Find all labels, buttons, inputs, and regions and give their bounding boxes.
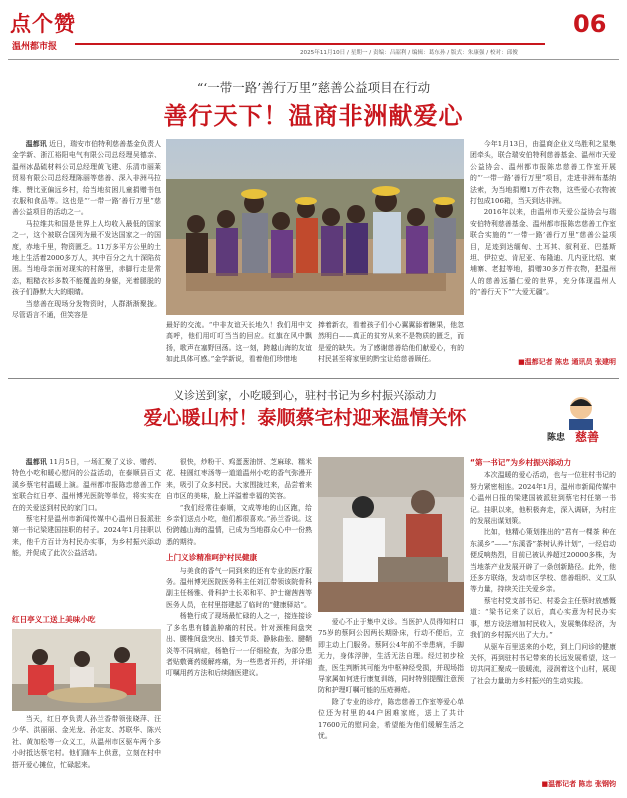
- article2-kicker: 义诊送到家，小吃暖到心，驻村书记为乡村振兴添动力: [173, 389, 437, 402]
- article1-headline: 善行天下！温商非洲献爱心: [163, 102, 464, 130]
- article1-col4: 今年1月13日，由温商企业义乌胜利之星集团牵头，联合瑞安伯特利慈善基金、温州市天爱公益协会、温州都市报陈忠慈善工作室开展的“‘一带一路’善行万里”项目，走进非洲布基纳法索，为当地捐赠1万件衣物，这些爱心衣物被打包成106箱，当天到达非洲。 2016年以来，由温州市天爱公益协会与瑞安伯特利慈善基金、温州都市报陈忠慈善工作室联合实施的“‘一带一路’善行万里”慈善公益项目，足迹到达缅甸、土耳其、叙利亚、巴基斯坦、伊拉克、肯尼亚、布隆迪、几内亚比绍、柬埔寨、老挝等地，捐赠30多万件衣物，把温州人的慈善远播仁爱的世界，充分体现温州人的“善行天下”“大爱无疆”。: [470, 140, 616, 297]
- article2-col1-bottom: 当天，红日亭负责人孙兰香带领张晓萍、汪少华、洪丽丽、金光龙、孙定友、苏联华、陈兴社、黄加松等一众义工，从温州市区驱车两个多小时抵达蔡宅村。他们随车上供意，立刻在村中搭开爱心摊位，忙碌起来。: [12, 715, 161, 769]
- article1-byline: ■温都记者 陈忠 通讯员 张建明: [518, 358, 616, 366]
- logo-label: 陈忠: [547, 433, 566, 443]
- article2-col3: 爱心不止于集中义诊。当医护人员得知村口75岁的蔡阿公因两长期卧床，行动不便后，立即主动上门服务。蔡阿公4年前不幸患病，手脚无力，身体浮肿，生活无法自理。经过初步检查，医生判断其可能为中枢神经受损，并现场指导家属如何进行康复训练，同时特别提醒注意预防和护理叮嘱可能的压疮褥疮。 除了专业的诊疗，陈忠慈善工作室等爱心单位还为村里的44户困难家庭，送上了共计17600元的慰问金，希望能为他们缓解生活之忧。: [318, 618, 464, 741]
- children-crowd-photo: [166, 139, 464, 315]
- dateline: 温都讯: [25, 140, 47, 148]
- article-divider: [8, 378, 619, 379]
- article2-col4: “第一书记”为乡村振兴添动力 本次温暖的爱心活动，也与一位驻村书记的努力紧密相连。2024年1月，温州市新闻传媒中心温州日报的梁建国被派驻到蔡宅村任第一书记。挂职以来，他积极奔走，深入调研，为村庄的发展出谋划策。 比如，他精心策划推出的“君有一棵茶 种在东溪乡”——“东溪香”茶树认养计划”，一经启动便反响热烈，目前已被认养超过20000多株，为当地茶产业发展开辟了一条创新路径。此外，他还多方联络，发动市区学校、慈善组织、义工队等力量，持续关注关爱乡亲。 蔡宅村党支部书记、村委会主任蔡时放感慨道：“梁书记来了以后，真心实意为村民办实事，想方设法增加村民收入，发展集体经济，为我们的乡村振兴出了大力。” 从驱车百里送来的小吃，到上门问诊的健康关怀，再到驻村书记带来的长远发展希望，这一切共同汇聚成一股暖流，浸润着这个山村，展现了社会力量助力乡村振兴的生动实践。: [470, 458, 616, 685]
- section-title: 点个赞: [10, 12, 76, 36]
- article1-kicker: “‘一带一路’善行万里”慈善公益项目在行动: [196, 80, 431, 95]
- doctor-examining-patient-illustration: [318, 457, 464, 612]
- charity-logo: [545, 394, 617, 444]
- article2-headline: 爱心暖山村！泰顺蔡宅村迎来温情关怀: [143, 407, 467, 429]
- logo-label-red: 慈善: [575, 430, 600, 444]
- article1-col2: 最好的交流。“中非友谊天长地久！我们用中文高呼，他们用叮叮当当的回应。红旗在风中飘扬，歌声在塞野回荡。这一刻，跨越山海的友谊如此具体可感。”金学新说，看着他们珍惜地: [166, 321, 312, 364]
- page-number: 06: [573, 10, 607, 38]
- meta-line: 2025年11月10日 / 星期一 / 责编：吕韶利 / 编辑：葛东孙 / 版式：朱康强 / 校对：邱俊: [300, 50, 518, 56]
- article2-col1-top: 温都讯 11月5日，一场汇聚了义诊、赠药、特色小吃和暖心慰问的公益活动，在泰顺县百丈溪乡蔡宅村温暖上演。温州都市报陈忠慈善工作室联合红日亭、温州博光医院等单位，将实实在在的关爱送到村民的家门口。 蔡宅村是温州市新闻传媒中心温州日报派驻第一书记梁建国挂职的村子。2024年1月挂职以来，他千方百计为村民办实事，为乡村振兴添动能，并促成了此次公益活动。: [12, 458, 161, 558]
- article1-col1: 温都讯 近日，瑞安市伯特利慈善基金负责人金学新、浙江裕阳电气有限公司总经理吴德亲、温州冰晶硫材料公司总经理黄飞建、乐清市丽莱贸易有限公司总经理陈丽等慈善、深入非洲马拉维、赞比亚偏远乡村，给当地贫困儿童捐赠书包衣服和食品等。这也是“‘一带一路’善行万里”慈善公益项目的活动之一。 马拉维共和国是世界上人均收入最低的国家之一，这个被联合国列为最不发达国家之一的国度，赤地千里，物资匮乏。11万多平方公里的土地上生活着2000多万人，其中百分之九十深陷贫困。当地母亲面对现实的村落里，赤脚行走是常态，粗糙衣衫多数不能覆盖的身躯，光着腿脱的孩子们静默大大的眼睛。 当慈善在现场分发物资时，人群渐渐聚拢。尽管语言不通，但笑容是: [12, 140, 161, 320]
- clinic-photo: [318, 457, 464, 612]
- article2-byline: ■温都记者 陈忠 张钢钧: [541, 780, 616, 788]
- paper-name: 温州都市报: [12, 42, 58, 52]
- subhead-first-secretary: “第一书记”为乡村振兴添动力: [470, 458, 572, 467]
- article1-col3: 捧着新衣，看着孩子们小心翼翼舔着糖果，他忽然明白——真正的贫穷从来不是物质的匮乏，而是爱的缺失。为了感谢慈善给他们献爱心，有的村民甚至将家里的黔宝让给慈善顾任。: [318, 321, 464, 364]
- subhead-red-sun: 红日亭义工送上美味小吃: [12, 615, 96, 624]
- article2-col2: 很快，炒粉干、鸡蛋葱油饼、芝麻球、糯米花、桂圆红枣汤等一道道温州小吃的香气弥漫开来，吸引了众多村民。大家围拢过来，品尝着来自市区的美味，脸上洋溢着幸福的笑容。 “我们经常往泰顺，文成等地的山区跑，给乡亲们送点小吃，他们都很喜欢。”孙兰香说。这份跨越山海的温情，已成为当地群众心中一份熟悉的期待。 上门义诊精准呵护村民健康 与美食的香气一同到来的还有专业的医疗服务。温州博光医院医务科主任刘江带领该院骨科副主任杨雅、骨科护士长邓和平、护士谢茜茜等医务人员，在村里搭建起了临时的“健康驿站”。 杨艳行成了现场最忙碌的人之一，接连接诊了多名患有膝盖肿痛的村民。针对颈椎间盘突出、腰椎间盘突出、膝关节炎、静脉曲张、腱鞘炎等不同病症，杨艳行一一仔细检查，为部分患者贴敷膏药缓解疼痛，为一些患者开药，并详细叮嘱用药方法和后续随医建议。: [166, 458, 312, 678]
- header-red-bar: [75, 43, 545, 45]
- page-header: [0, 0, 627, 60]
- article1-photo: [166, 139, 464, 315]
- header-rule: [8, 59, 619, 60]
- subhead-clinic: 上门义诊精准呵护村民健康: [166, 553, 258, 563]
- food-stall-photo: [12, 629, 161, 711]
- volunteers-food-illustration: [12, 629, 161, 711]
